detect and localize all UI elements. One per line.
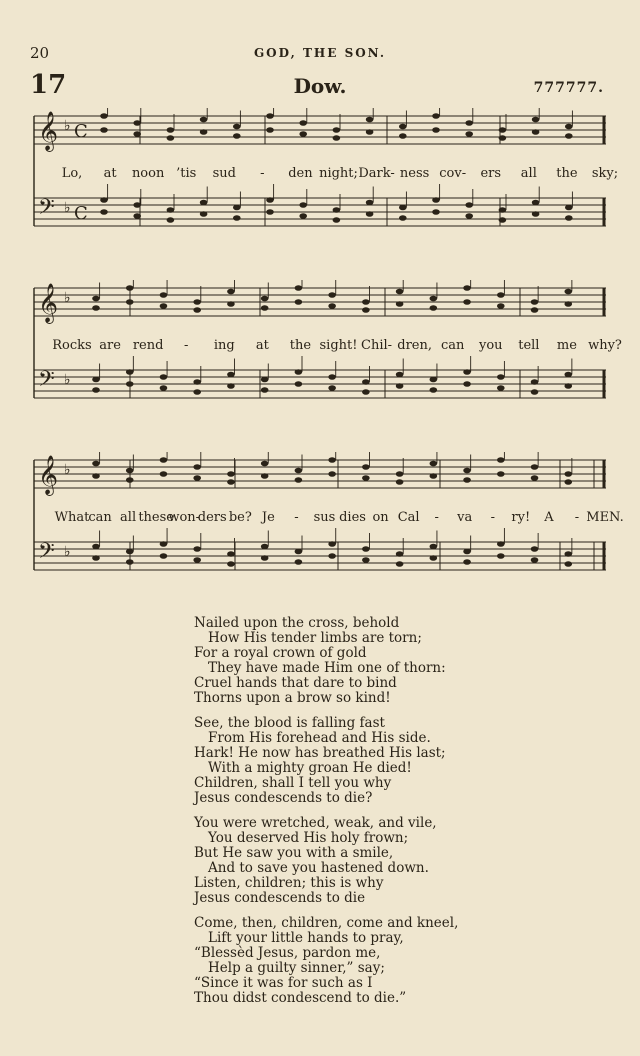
verse-line: Thou didst condescend to die.” (194, 990, 407, 1006)
note-head (227, 372, 235, 378)
flat-icon: ♭ (64, 544, 71, 560)
note-head (126, 369, 134, 375)
verse-stanza (194, 616, 594, 706)
note-head (463, 477, 471, 483)
note-head (362, 475, 370, 481)
note-head (497, 303, 505, 309)
verse-line: Thorns upon a brow so kind! (194, 690, 391, 706)
note-head (463, 299, 471, 305)
note-head (463, 381, 471, 387)
note-head (233, 133, 241, 139)
note-head (564, 383, 572, 389)
note-head (193, 389, 201, 395)
note-head (200, 200, 208, 206)
verse-line: Jesus condescends to die? (194, 790, 373, 806)
lyric-syllable: ders (197, 510, 227, 525)
note-head (299, 120, 307, 126)
lyric-syllable: the (556, 166, 578, 181)
running-head: GOD, THE SON. (253, 46, 387, 60)
lyric-syllable: sight! (319, 338, 358, 353)
note-head (126, 468, 134, 474)
note-head (193, 307, 201, 313)
lyric-syllable: all (120, 510, 137, 525)
lyric-syllable: What (54, 510, 90, 525)
verse-line: “Blessèd Jesus, pardon me, (194, 945, 381, 961)
lyric-syllable: why? (588, 338, 622, 353)
note-head (227, 471, 235, 477)
lyric-syllable: can (88, 510, 112, 525)
note-head (362, 557, 370, 563)
note-head (396, 479, 404, 485)
note-head (295, 299, 303, 305)
note-head (126, 559, 134, 565)
lyric-syllable: A (544, 510, 554, 525)
flat-icon: ♭ (64, 118, 71, 134)
note-head (465, 131, 473, 137)
note-head (328, 553, 336, 559)
verse-line: See, the blood is falling fast (194, 715, 385, 731)
note-head (465, 213, 473, 219)
verse-line: From His forehead and His side. (208, 730, 431, 746)
note-head (497, 541, 505, 547)
note-head (430, 544, 438, 550)
note-head (266, 113, 274, 119)
treble-clef-icon: 𝄞 (38, 111, 59, 151)
note-head (160, 471, 168, 477)
note-head (396, 289, 404, 295)
note-head (432, 209, 440, 215)
note-head (126, 381, 134, 387)
common-time-icon: C (74, 203, 88, 224)
bass-clef-icon: 𝄢 (38, 539, 55, 569)
lyric-syllable: dren, (397, 338, 433, 353)
note-head (92, 555, 100, 561)
note-head (193, 475, 201, 481)
note-head (430, 555, 438, 561)
note-head (362, 379, 370, 385)
note-head (396, 561, 404, 567)
verse-line: Hark! He now has breathed His last; (194, 745, 446, 761)
note-head (531, 475, 539, 481)
note-head (160, 303, 168, 309)
note-head (430, 377, 438, 383)
note-head (497, 385, 505, 391)
note-head (233, 215, 241, 221)
note-head (362, 464, 370, 470)
note-head (160, 553, 168, 559)
note-head (266, 209, 274, 215)
lyric-syllable: - (184, 338, 189, 353)
lyric-syllable: - (260, 166, 265, 181)
verse-line: Help a guilty sinner,” say; (208, 960, 385, 976)
note-head (227, 551, 235, 557)
verse-line: With a mighty groan He died! (208, 760, 412, 776)
verse-line: Lift your little hands to pray, (208, 930, 404, 946)
note-head (362, 299, 370, 305)
note-head (532, 129, 540, 135)
note-head (133, 120, 141, 126)
verse-stanza (194, 816, 594, 906)
flat-icon: ♭ (64, 372, 71, 388)
verse-line: How His tender limbs are torn; (208, 630, 422, 646)
note-head (366, 211, 374, 217)
note-head (193, 557, 201, 563)
note-head (200, 211, 208, 217)
lyric-syllable: va (457, 510, 473, 525)
lyric-syllable: Lo, (61, 166, 83, 181)
note-head (564, 301, 572, 307)
note-head (328, 292, 336, 298)
note-head (399, 133, 407, 139)
lyric-syllable: on (372, 510, 389, 525)
note-head (227, 383, 235, 389)
treble-clef-icon: 𝄞 (38, 455, 59, 495)
note-head (396, 551, 404, 557)
lyric-syllable: MEN. (586, 510, 624, 525)
note-head (532, 117, 540, 123)
note-head (200, 129, 208, 135)
note-head (396, 372, 404, 378)
note-head (193, 379, 201, 385)
note-head (160, 292, 168, 298)
treble-clef-icon: 𝄞 (38, 283, 59, 323)
note-head (295, 468, 303, 474)
lyric-syllable: Cal (397, 510, 420, 525)
note-head (531, 299, 539, 305)
note-head (463, 369, 471, 375)
note-head (564, 479, 572, 485)
note-head (328, 457, 336, 463)
lyric-syllable: Chil- (361, 338, 393, 353)
note-head (328, 541, 336, 547)
note-head (499, 207, 507, 213)
note-head (299, 131, 307, 137)
note-head (396, 471, 404, 477)
lyric-syllable: dies (339, 510, 366, 525)
note-head (531, 546, 539, 552)
lyric-syllable: Dark- (358, 166, 395, 181)
verse-line: “Since it was for such as I (194, 975, 373, 991)
note-head (160, 541, 168, 547)
lyric-syllable: Rocks (52, 338, 92, 353)
note-head (432, 127, 440, 133)
note-head (532, 200, 540, 206)
note-head (497, 471, 505, 477)
note-head (133, 213, 141, 219)
note-head (261, 473, 269, 479)
note-head (465, 120, 473, 126)
note-head (399, 215, 407, 221)
note-head (432, 197, 440, 203)
note-head (565, 124, 573, 130)
lyric-syllable: tell (518, 338, 540, 353)
note-head (266, 197, 274, 203)
note-head (565, 205, 573, 211)
note-head (366, 200, 374, 206)
page-header (0, 44, 640, 64)
lyric-syllable: me (556, 338, 577, 353)
bass-clef-icon: 𝄢 (38, 367, 55, 397)
lyric-syllable: ry! (511, 510, 531, 525)
note-head (126, 285, 134, 291)
verses (194, 616, 594, 1016)
note-head (564, 372, 572, 378)
note-head (193, 464, 201, 470)
note-head (261, 377, 269, 383)
note-head (564, 561, 572, 567)
note-head (396, 383, 404, 389)
verse-stanza (194, 916, 594, 1006)
note-head (261, 296, 269, 302)
note-head (333, 135, 341, 141)
note-head (333, 217, 341, 223)
verse-line: And to save you hastened down. (208, 860, 429, 876)
note-head (100, 197, 108, 203)
note-head (299, 202, 307, 208)
lyric-syllable: won- (168, 510, 201, 525)
flat-icon: ♭ (64, 290, 71, 306)
lyric-syllable: ing (213, 338, 235, 353)
lyric-syllable: the (289, 338, 312, 353)
note-head (497, 457, 505, 463)
note-head (328, 385, 336, 391)
note-head (564, 289, 572, 295)
note-head (100, 113, 108, 119)
note-head (227, 289, 235, 295)
note-head (497, 374, 505, 380)
note-head (92, 296, 100, 302)
note-head (499, 217, 507, 223)
note-head (295, 381, 303, 387)
note-head (133, 202, 141, 208)
note-head (497, 292, 505, 298)
note-head (160, 457, 168, 463)
note-head (399, 124, 407, 130)
note-head (167, 217, 175, 223)
note-head (531, 557, 539, 563)
note-head (295, 477, 303, 483)
note-head (133, 131, 141, 137)
note-head (227, 301, 235, 307)
note-head (200, 117, 208, 123)
note-head (328, 471, 336, 477)
note-head (92, 377, 100, 383)
note-head (227, 479, 235, 485)
flat-icon: ♭ (64, 200, 71, 216)
note-head (295, 369, 303, 375)
verse-line: You deserved His holy frown; (208, 830, 409, 846)
note-head (430, 387, 438, 393)
lyric-syllable: night; (319, 166, 358, 181)
note-head (531, 464, 539, 470)
note-head (92, 544, 100, 550)
note-head (295, 559, 303, 565)
verse-line: Come, then, children, come and kneel, (194, 915, 459, 931)
note-head (266, 127, 274, 133)
note-head (261, 461, 269, 467)
lyrics-line-1 (30, 166, 619, 186)
verse-line: They have made Him one of thorn: (208, 660, 446, 676)
lyric-syllable: you (479, 338, 503, 353)
lyric-syllable: at (103, 166, 117, 181)
note-head (531, 307, 539, 313)
lyric-syllable: rend (132, 338, 164, 353)
lyric-syllable: sud (212, 166, 236, 181)
note-head (167, 207, 175, 213)
verse-line: Children, shall I tell you why (194, 775, 392, 791)
note-head (227, 561, 235, 567)
note-head (499, 135, 507, 141)
note-head (532, 211, 540, 217)
note-head (465, 202, 473, 208)
page-number: 20 (30, 44, 50, 62)
hymn-title-row (0, 70, 640, 106)
note-head (531, 379, 539, 385)
verse-line: Nailed upon the cross, behold (194, 615, 400, 631)
lyric-syllable: cov- (439, 166, 467, 181)
note-head (432, 113, 440, 119)
lyric-syllable: - (574, 510, 580, 525)
note-head (565, 215, 573, 221)
note-head (126, 477, 134, 483)
lyrics-line-3 (30, 510, 624, 530)
tune-name: Dow. (293, 74, 347, 98)
note-head (463, 559, 471, 565)
lyric-syllable: den (288, 166, 313, 181)
lyric-syllable: Je (261, 510, 275, 525)
note-head (531, 389, 539, 395)
note-head (333, 127, 341, 133)
lyric-syllable: can (441, 338, 465, 353)
lyrics-line-2 (30, 338, 622, 358)
bass-clef-icon: 𝄢 (38, 195, 55, 225)
lyric-syllable: - (490, 510, 495, 525)
note-head (564, 551, 572, 557)
note-head (564, 471, 572, 477)
verse-line: You were wretched, weak, and vile, (194, 815, 437, 831)
lyric-syllable: ness (399, 166, 430, 181)
note-head (92, 305, 100, 311)
note-head (193, 546, 201, 552)
note-head (160, 385, 168, 391)
note-head (362, 546, 370, 552)
lyric-syllable: - (434, 510, 439, 525)
note-head (100, 209, 108, 215)
note-head (430, 473, 438, 479)
note-head (233, 205, 241, 211)
note-head (167, 135, 175, 141)
lyric-syllable: noon (131, 166, 165, 181)
note-head (366, 129, 374, 135)
lyric-syllable: - (294, 510, 299, 525)
note-head (463, 285, 471, 291)
note-head (499, 127, 507, 133)
note-head (295, 285, 303, 291)
note-head (328, 374, 336, 380)
note-head (362, 389, 370, 395)
verse-line: Listen, children; this is why (194, 875, 384, 891)
lyric-syllable: all (520, 166, 537, 181)
note-head (430, 461, 438, 467)
hymn-number: 17 (30, 70, 67, 100)
note-head (463, 549, 471, 555)
verse-stanza (194, 716, 594, 806)
note-head (399, 205, 407, 211)
note-head (565, 133, 573, 139)
verse-line: For a royal crown of gold (194, 645, 367, 661)
lyric-syllable: be? (228, 510, 252, 525)
note-head (299, 213, 307, 219)
lyric-syllable: sky; (591, 166, 619, 181)
lyric-syllable: at (255, 338, 269, 353)
note-head (100, 127, 108, 133)
note-head (261, 544, 269, 550)
note-head (92, 387, 100, 393)
note-head (333, 207, 341, 213)
note-head (193, 299, 201, 305)
verse-line: Jesus condescends to die (194, 890, 366, 906)
verse-line: Cruel hands that dare to bind (194, 675, 397, 691)
note-head (295, 549, 303, 555)
note-head (430, 305, 438, 311)
note-head (261, 555, 269, 561)
note-head (167, 127, 175, 133)
note-head (126, 549, 134, 555)
note-head (261, 387, 269, 393)
note-head (160, 374, 168, 380)
note-head (366, 117, 374, 123)
lyric-syllable: are (99, 338, 121, 353)
note-head (463, 468, 471, 474)
note-head (126, 299, 134, 305)
note-head (430, 296, 438, 302)
verse-line: But He saw you with a smile, (194, 845, 394, 861)
note-head (92, 461, 100, 467)
note-head (261, 305, 269, 311)
lyric-syllable: ers (480, 166, 502, 181)
note-head (396, 301, 404, 307)
note-head (497, 553, 505, 559)
note-head (328, 303, 336, 309)
lyric-syllable: these (138, 510, 174, 525)
flat-icon: ♭ (64, 462, 71, 478)
note-head (92, 473, 100, 479)
note-head (233, 124, 241, 130)
meter: 777777. (533, 80, 604, 96)
note-head (362, 307, 370, 313)
lyric-syllable: sus (313, 510, 336, 525)
common-time-icon: C (74, 121, 88, 142)
lyric-syllable: ’tis (176, 166, 197, 181)
